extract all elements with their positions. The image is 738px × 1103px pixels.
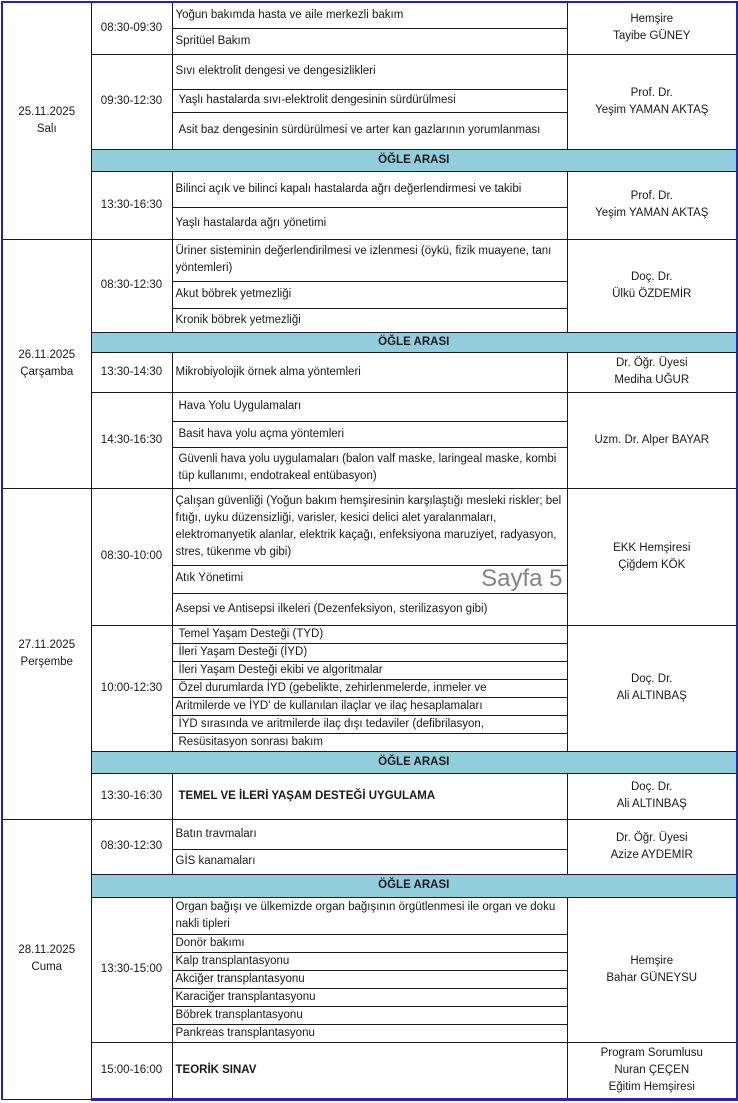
- day-weekday: Cuma: [31, 961, 63, 973]
- topic: Güvenli hava yolu uygulamaları (balon valf maske, laringeal maske, kombi tüp kullanımı, endotrakeal entübasyon): [172, 447, 567, 488]
- instructor-name: Nuran ÇEÇEN: [614, 1063, 690, 1076]
- lunch-break-label: ÖĞLE ARASI: [91, 751, 737, 773]
- topic: Yaşlı hastalarda sıvı-elektrolit dengesinin sürdürülmesi: [172, 89, 567, 112]
- topic: Karaciğer transplantasyonu: [172, 988, 567, 1006]
- day-weekday: Çarşamba: [20, 365, 74, 378]
- topic: Basit hava yolu açma yöntemleri: [172, 421, 567, 447]
- instructor-cell: [567, 171, 737, 239]
- schedule-row: [2, 2, 737, 28]
- topic: Organ bağışı ve ülkemizde organ bağışının örgütlenmesi ile organ ve doku nakli tipleri: [172, 897, 567, 934]
- topic: Sıvı elektrolit dengesi ve dengesizlikleri: [172, 54, 567, 89]
- schedule-row: [2, 1042, 737, 1099]
- instructor-name: Yeşim YAMAN AKTAŞ: [595, 103, 709, 116]
- instructor-cell: [567, 819, 737, 874]
- topic: İleri Yaşam Desteği (İYD): [172, 643, 567, 661]
- instructor-cell: [567, 1042, 737, 1099]
- time-slot: 14:30-16:30: [91, 392, 172, 488]
- day-cell: [2, 2, 91, 239]
- time-slot: 08:30-10:00: [91, 488, 172, 625]
- time-slot: 15:00-16:00: [91, 1042, 172, 1099]
- lunch-break-label: ÖĞLE ARASI: [91, 332, 737, 352]
- topic: Akut böbrek yetmezliği: [172, 281, 567, 308]
- instructor-title: Doç. Dr.: [630, 270, 673, 283]
- time-slot: 08:30-09:30: [91, 2, 172, 54]
- instructor-cell: [567, 392, 737, 488]
- day-cell: [2, 239, 91, 488]
- instructor-name: Ali ALTINBAŞ: [616, 690, 687, 702]
- schedule-row: [2, 819, 737, 849]
- schedule-row: [2, 488, 737, 565]
- schedule-row: [2, 392, 737, 421]
- topic: TEMEL VE İLERİ YAŞAM DESTEĞİ UYGULAMA: [172, 773, 567, 819]
- day-weekday: Salı: [36, 122, 57, 135]
- time-slot: 13:30-15:00: [91, 897, 172, 1042]
- time-slot: 09:30-12:30: [91, 54, 172, 149]
- topic: Kalp transplantasyonu: [172, 952, 567, 970]
- schedule-row: [2, 352, 737, 392]
- topic: Yoğun bakımda hasta ve aile merkezli bakım: [172, 2, 567, 28]
- topic: Kronik böbrek yetmezliği: [172, 308, 567, 332]
- instructor-cell: [567, 2, 737, 54]
- instructor-name: Çiğdem KÖK: [618, 558, 686, 571]
- instructor-title: Doç. Dr.: [630, 673, 673, 685]
- time-slot: 08:30-12:30: [91, 239, 172, 332]
- lunch-break-row: [2, 751, 737, 773]
- instructor-title: EKK Hemşiresi: [613, 541, 691, 554]
- topic: Çalışan güvenliği (Yoğun bakım hemşiresinin karşılaştığı mesleki riskler; bel fıtığı, uyku düzensizliği, varisler, kesici delici alet yaralanmaları, elektromanyetik alanlar, elektrik kaçağı, enfeksiyona maruziyet, radyasyon, stres, tükenme vb gibi): [172, 488, 567, 565]
- schedule-row: [2, 239, 737, 281]
- topic: Pankreas transplantasyonu: [172, 1024, 567, 1042]
- schedule-row: [2, 897, 737, 934]
- day-weekday: Perşembe: [20, 655, 73, 668]
- topic: Batın travmaları: [172, 819, 567, 849]
- instructor-title: Program Sorumlusu: [600, 1046, 703, 1059]
- instructor-name: Azize AYDEMİR: [610, 848, 693, 861]
- topic: Üriner sisteminin değerlendirilmesi ve izlenmesi (öykü, fizik muayene, tanı yöntemleri): [172, 239, 567, 281]
- instructor-cell: [567, 897, 737, 1042]
- schedule-row: [2, 54, 737, 89]
- instructor-title: Hemşire: [630, 954, 674, 967]
- lunch-break-label: ÖĞLE ARASI: [91, 874, 737, 897]
- instructor-cell: [567, 54, 737, 149]
- day-cell: [2, 488, 91, 819]
- topic: Bilinci açık ve bilinci kapalı hastalarda ağrı değerlendirmesi ve takibi: [172, 171, 567, 207]
- topic: Asepsi ve Antisepsi ilkeleri (Dezenfeksiyon, sterilizasyon gibi): [172, 593, 567, 625]
- instructor-cell: [567, 625, 737, 751]
- lunch-break-label: ÖĞLE ARASI: [91, 149, 737, 171]
- instructor-role: Eğitim Hemşiresi: [608, 1080, 695, 1093]
- day-date: 26.11.2025: [18, 348, 76, 361]
- instructor-name: Ülkü ÖZDEMİR: [612, 287, 692, 300]
- instructor-title: Dr. Öğr. Üyesi: [615, 831, 688, 844]
- instructor-name: Mediha UĞUR: [614, 374, 690, 386]
- schedule-row: [2, 171, 737, 207]
- instructor-title: Prof. Dr.: [630, 86, 673, 99]
- topic: Mikrobiyolojik örnek alma yöntemleri: [172, 352, 567, 392]
- instructor-title: Hemşire: [630, 13, 674, 26]
- instructor-title: Dr. Öğr. Üyesi: [615, 357, 688, 369]
- time-slot: 13:30-16:30: [91, 171, 172, 239]
- day-date: 28.11.2025: [18, 944, 76, 956]
- topic: Aritmilerde ve İYD’ de kullanılan ilaçlar ve ilaç hesaplamaları: [172, 697, 567, 715]
- time-slot: 13:30-16:30: [91, 773, 172, 819]
- time-slot: 10:00-12:30: [91, 625, 172, 751]
- topic-cell: [172, 565, 567, 593]
- instructor-title: Prof. Dr.: [630, 190, 673, 202]
- topic: Böbrek transplantasyonu: [172, 1006, 567, 1024]
- day-date: 27.11.2025: [18, 638, 76, 651]
- lunch-break-row: [2, 874, 737, 897]
- topic: GİS kanamaları: [172, 849, 567, 874]
- instructor-title: Doç. Dr.: [630, 781, 673, 793]
- time-slot: 08:30-12:30: [91, 819, 172, 874]
- topic: Hava Yolu Uygulamaları: [172, 392, 567, 421]
- topic: İleri Yaşam Desteği ekibi ve algoritmalar: [172, 661, 567, 679]
- topic: Akciğer transplantasyonu: [172, 970, 567, 988]
- instructor-name: Uzm. Dr. Alper BAYAR: [594, 433, 710, 446]
- schedule-row: [2, 625, 737, 643]
- instructor-name: Tayibe GÜNEY: [613, 30, 691, 43]
- schedule-row: [2, 773, 737, 819]
- topic: Atık Yönetimi: [175, 572, 244, 585]
- instructor-name: Bahar GÜNEYSU: [606, 971, 698, 984]
- topic: Özel durumlarda İYD (gebelikte, zehirlenmelerde, inmeler ve: [172, 679, 567, 697]
- day-cell: [2, 819, 91, 1099]
- instructor-cell: [567, 239, 737, 332]
- instructor-name: Yeşim YAMAN AKTAŞ: [595, 207, 709, 219]
- instructor-cell: [567, 352, 737, 392]
- topic: Temel Yaşam Desteği (TYD): [172, 625, 567, 643]
- topic: Yaşlı hastalarda ağrı yönetimi: [172, 207, 567, 239]
- topic: Resüsitasyon sonrası bakım: [172, 733, 567, 751]
- topic: Spritüel Bakım: [172, 28, 567, 54]
- instructor-cell: [567, 488, 737, 625]
- topic: TEORİK SINAV: [172, 1042, 567, 1099]
- lunch-break-row: [2, 149, 737, 171]
- topic: Donör bakımı: [172, 934, 567, 952]
- day-date: 25.11.2025: [18, 105, 76, 118]
- instructor-cell: [567, 773, 737, 819]
- lunch-break-row: [2, 332, 737, 352]
- topic: Asit baz dengesinin sürdürülmesi ve arter kan gazlarının yorumlanması: [172, 112, 567, 149]
- page-watermark: Sayfa 5: [481, 565, 563, 592]
- time-slot: 13:30-14:30: [91, 352, 172, 392]
- schedule-table: [1, 1, 738, 1101]
- instructor-name: Ali ALTINBAŞ: [616, 798, 687, 810]
- topic: İYD sırasında ve aritmilerde ilaç dışı tedaviler (defibrilasyon,: [172, 715, 567, 733]
